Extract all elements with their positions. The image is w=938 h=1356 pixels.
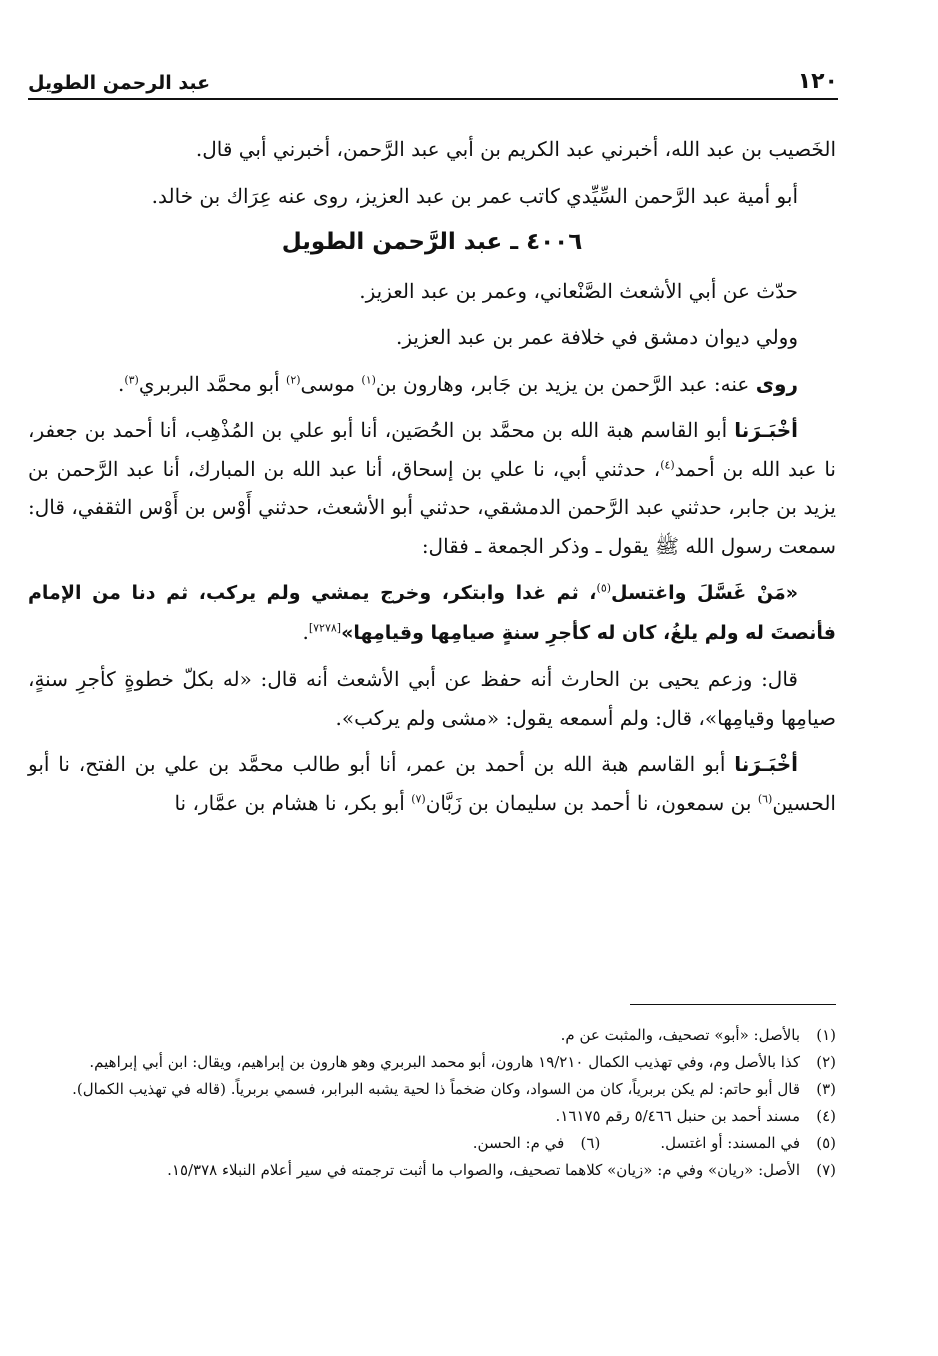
paragraph: قال: وزعم يحيى بن الحارث أنه حفظ عن أبي الأشعث أنه قال: «له بكلّ خطوةٍ كأجرِ سنةٍ، صيامِها وقيامِها»، قال: ولم أسمعه يقول: «مشى ولم يركب». (28, 667, 836, 730)
page-number: ١٢٠ (797, 69, 838, 94)
footnote (28, 1157, 836, 1184)
footnote-number: (٤) (816, 1107, 836, 1125)
paragraph: وولي ديوان دمشق في خلافة عمر بن عبد العزيز. (395, 325, 798, 349)
paragraph: أبو أمية عبد الرَّحمن السِّيِّدي كاتب عمر بن عبد العزيز، روى عنه عِرَاك بن خالد. (151, 183, 798, 208)
footnote (28, 1076, 836, 1103)
footnote-text: في المسند: أو اغتسل. (660, 1134, 800, 1152)
main-text (28, 130, 836, 830)
footnote-marker: (٣) (124, 372, 139, 386)
text-run: موسى (300, 371, 362, 396)
hadith-text: «مَنْ غَسَّلَ واغتسل (611, 582, 798, 604)
keyword-akhbarana: أخْبَـرَنا (734, 752, 798, 776)
footnote-marker: (٦) (757, 791, 773, 805)
footnotes (28, 1022, 836, 1184)
footnote-number: (٧) (816, 1161, 836, 1179)
text-run: أبو محمَّد البربري (138, 371, 287, 396)
text-run: أبو القاسم هبة الله بن محمَّد بن الحُصَين، أنا أبو علي بن المُذْهِب، أنا أحمد بن جعفر، نا عبد الله بن أحمد (28, 418, 836, 481)
footnote-text: الأصل: «ريان» وفي م: «زيان» كلاهما تصحيف، والصواب ما أثبت ترجمته في سير أعلام النبلاء ١٥/٣٧٨. (167, 1161, 800, 1179)
footnote (28, 1022, 836, 1049)
footnote-marker: (٢) (286, 372, 301, 386)
text-run: . (302, 619, 309, 644)
footnote (473, 1130, 601, 1157)
paragraph: حدّث عن أبي الأشعث الصَّنْعاني، وعمر بن عبد العزيز. (359, 278, 798, 303)
isnad-paragraph (28, 411, 836, 565)
footnote-text: قال أبو حاتم: لم يكن بربرياً، كان من السواد، وكان ضخماً ذا لحية يشبه البرابر، فسمي بربرياً. (قاله في تهذيب الكمال). (72, 1080, 800, 1098)
text-run: ، حدثني أبي، نا علي بن إسحاق، أنا عبد الله بن المبارك، أنا عبد الرَّحمن بن يزيد بن جابر، حدثني عبد الرَّحمن الدمشقي، حدثني أبو الأشعث، حدثني أَوْس بن أَوْس الثقفي، قال: سمعت رسول الله ﷺ يقول ـ وذكر الجمعة ـ فقال: (28, 456, 836, 558)
isnad-paragraph (28, 745, 836, 822)
text-run: أبو القاسم هبة الله بن أحمد بن عمر، أنا أبو طالب محمَّد بن علي بن الفتح، نا أبو الحسين (28, 752, 836, 815)
narrators-paragraph (28, 365, 836, 404)
footnote-number: (٥) (816, 1134, 836, 1152)
entry-title: ٤٠٠٦ ـ عبد الرَّحمن الطويل (281, 229, 583, 255)
footnote-number: (٢) (816, 1053, 836, 1071)
hadith-text: ، ثم غدا وابتكر، وخرج يمشي ولم يركب، ثم دنا من الإمام فأنصتَ له ولم يلغُ، كان له كأجرِ سنةٍ صيامِها وقيامِها» (28, 582, 836, 644)
footnote-number: (١) (816, 1026, 836, 1044)
footnote (28, 1049, 836, 1076)
footnote-text: مسند أحمد بن حنبل ٥/٤٦٦ رقم ١٦١٧٥. (555, 1107, 800, 1125)
text-run: . (117, 371, 125, 396)
footnote-text: بالأصل: «أبو» تصحيف، والمثبت عن م. (560, 1026, 800, 1044)
footnote-number: (٣) (816, 1080, 836, 1098)
footnote-text: كذا بالأصل وم، وفي تهذيب الكمال ١٩/٢١٠ هارون، أبو محمد البربري وهو هارون بن إبراهيم، ويقال: ابن أبي إبراهيم. (89, 1053, 800, 1071)
footnote (660, 1130, 836, 1157)
footnote-text: في م: الحسن. (472, 1134, 565, 1152)
hadith-paragraph (28, 573, 836, 652)
text-run: بن سمعون، نا أحمد بن سليمان بن زَبَّان (425, 790, 758, 815)
footnote (28, 1103, 836, 1130)
footnote-marker: (٤) (660, 457, 675, 471)
footnote-marker: (٥) (596, 581, 612, 595)
footnote-number: (٦) (580, 1134, 601, 1152)
footnote-marker: (٧) (411, 791, 426, 805)
running-title: عبد الرحمن الطويل (28, 72, 211, 94)
footnote-row (28, 1130, 836, 1157)
footnote-divider (630, 1004, 836, 1005)
keyword-rawa: روى (755, 371, 798, 396)
page-header (28, 62, 838, 100)
keyword-akhbarana: أخْبَـرَنا (734, 418, 798, 442)
text-run: عنه: عبد الرَّحمن بن يزيد بن جَابر، وهارون بن (375, 371, 756, 396)
text-run: أبو بكر، نا هشام بن عمَّار، نا (174, 790, 412, 815)
hadith-reference-number: [٧٢٧٨] (308, 620, 342, 634)
footnote-marker: (١) (361, 372, 376, 386)
paragraph: الخَصيب بن عبد الله، أخبرني عبد الكريم بن أبي عبد الرَّحمن، أخبرني أبي قال. (195, 137, 836, 161)
